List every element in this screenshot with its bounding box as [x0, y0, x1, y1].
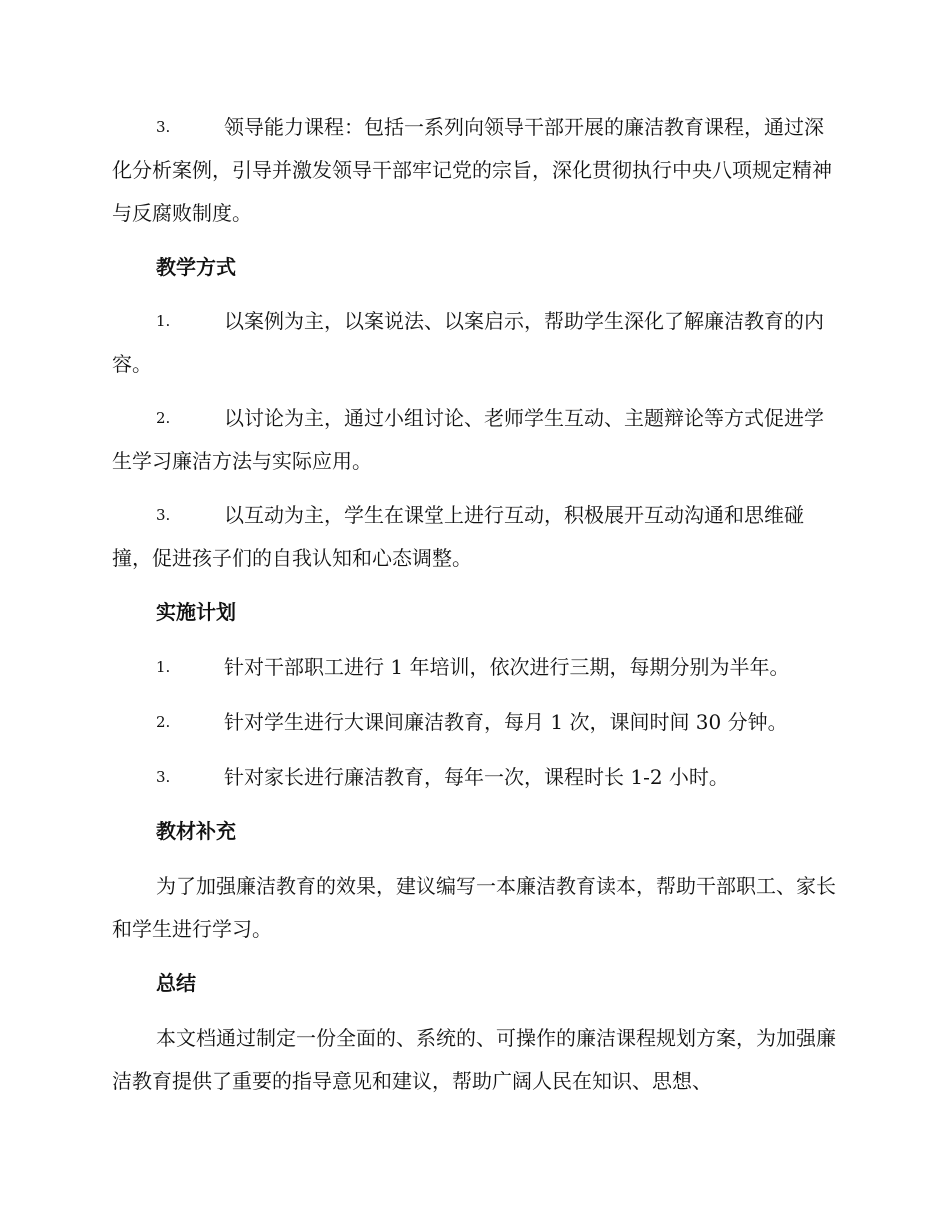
list-item-plan-3 — [112, 756, 836, 799]
list-number: 3. — [156, 118, 171, 136]
list-item-teaching-2 — [112, 397, 836, 483]
list-text: 以互动为主，学生在课堂上进行互动，积极展开互动沟通和思维碰撞，促进孩子们的自我认知和心态调整。 — [112, 503, 804, 570]
list-text: 以案例为主，以案说法、以案启示，帮助学生深化了解廉洁教育的内容。 — [112, 309, 824, 376]
paragraph-summary: 本文档通过制定一份全面的、系统的、可操作的廉洁课程规划方案，为加强廉洁教育提供了重要的指导意见和建议，帮助广阔人民在知识、思想、 — [112, 1026, 836, 1093]
list-item-teaching-3 — [112, 494, 836, 580]
list-item-leadership-course — [112, 106, 836, 235]
list-item-plan-2 — [112, 701, 836, 744]
heading-materials: 教材补充 — [156, 819, 236, 843]
list-number: 1. — [156, 312, 171, 330]
list-number: 1. — [156, 658, 171, 676]
list-text: 针对学生进行大课间廉洁教育，每月 1 次，课间时间 30 分钟。 — [224, 710, 788, 734]
list-number: 2. — [156, 713, 171, 731]
paragraph-materials: 为了加强廉洁教育的效果，建议编写一本廉洁教育读本，帮助干部职工、家长和学生进行学习。 — [112, 874, 836, 941]
heading-implementation-plan: 实施计划 — [156, 600, 236, 624]
list-number: 3. — [156, 768, 171, 786]
heading-summary: 总结 — [156, 971, 196, 995]
list-text: 针对干部职工进行 1 年培训，依次进行三期，每期分别为半年。 — [224, 655, 790, 679]
list-text: 以讨论为主，通过小组讨论、老师学生互动、主题辩论等方式促进学生学习廉洁方法与实际应用。 — [112, 406, 824, 473]
heading-teaching-methods: 教学方式 — [156, 255, 236, 279]
list-number: 3. — [156, 506, 171, 524]
list-number: 2. — [156, 409, 171, 427]
list-item-teaching-1 — [112, 300, 836, 386]
list-text: 针对家长进行廉洁教育，每年一次，课程时长 1-2 小时。 — [224, 765, 729, 789]
list-item-plan-1 — [112, 646, 836, 689]
list-text: 领导能力课程：包括一系列向领导干部开展的廉洁教育课程，通过深化分析案例，引导并激发领导干部牢记党的宗旨，深化贯彻执行中央八项规定精神与反腐败制度。 — [112, 115, 832, 225]
